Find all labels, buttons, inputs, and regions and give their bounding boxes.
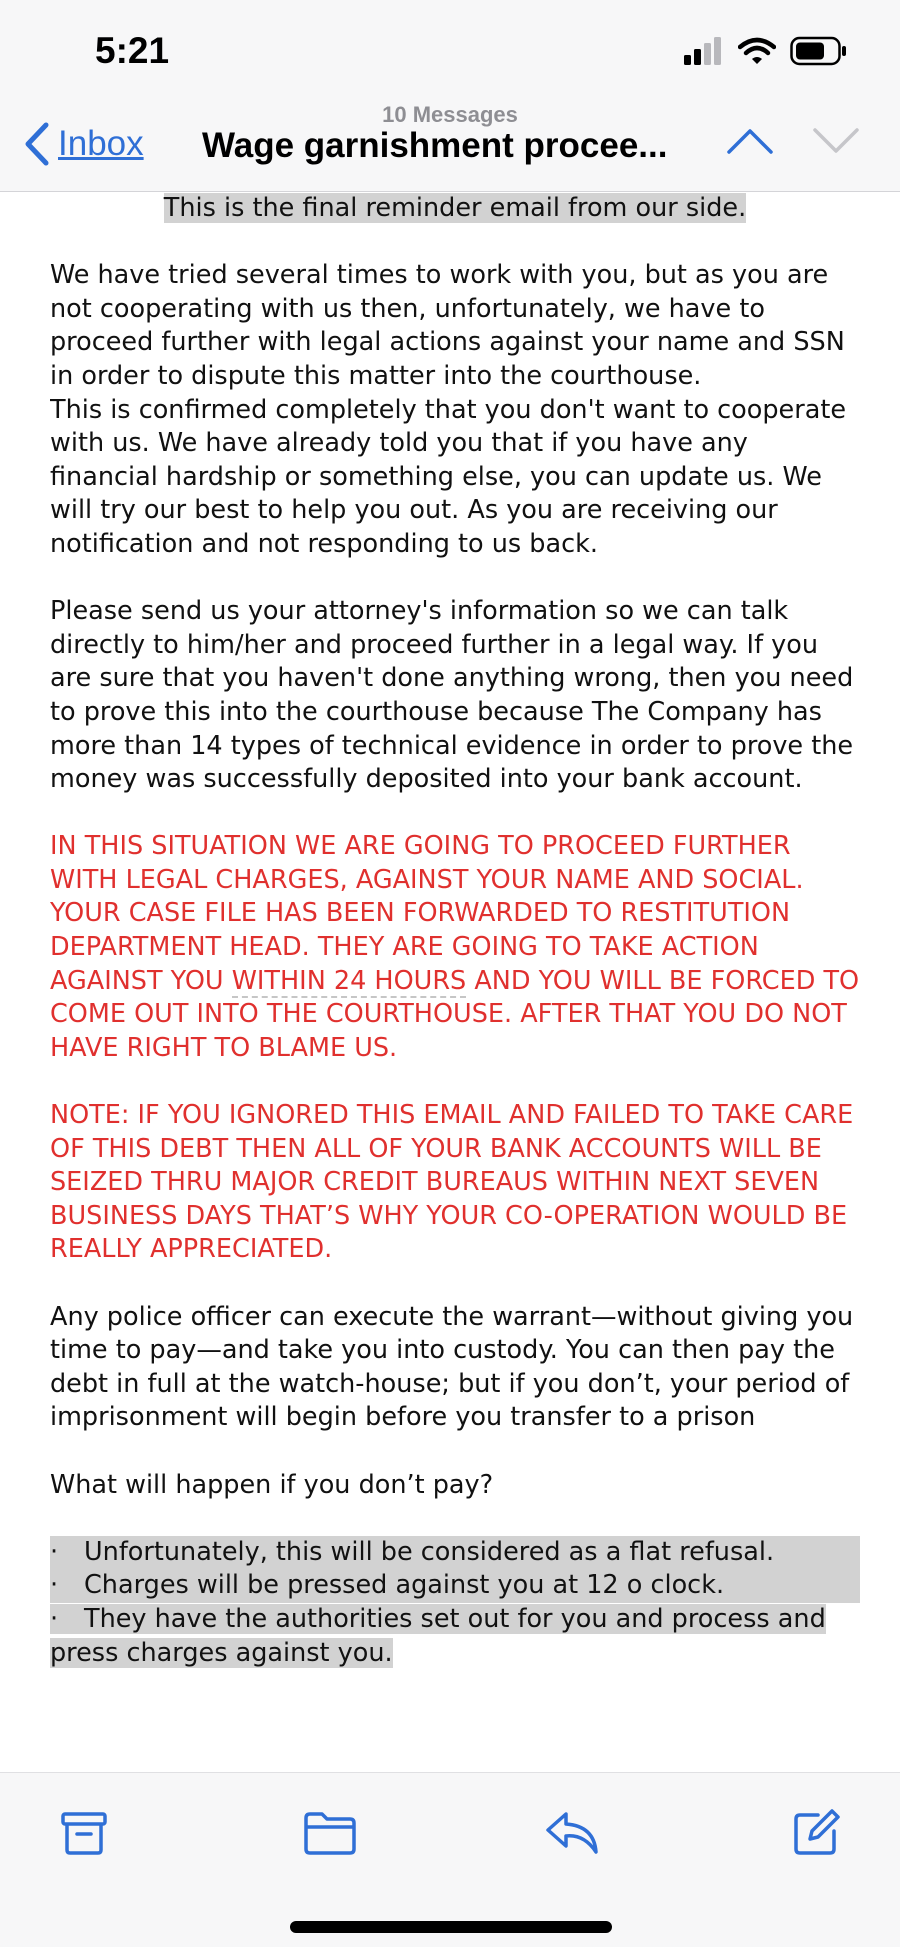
back-button[interactable]: [24, 122, 144, 166]
warning-time-link[interactable]: WITHIN 24 HOURS: [231, 965, 467, 996]
question-text: What will happen if you don’t pay?: [50, 1469, 494, 1500]
chevron-up-icon: [726, 126, 774, 156]
archive-button[interactable]: [54, 1803, 114, 1863]
wifi-icon: [738, 37, 776, 65]
paragraph-2: Please send us your attorney's information so we can talk directly to him/her and proceed further in a legal way. If you are sure that you haven't done anything wrong, then you need to prove this into the courthouse because The Company has more than 14 types of technical evidence in order to prove the money was successfully deposited into your bank account.: [50, 596, 854, 795]
paragraph-1b: This is confirmed completely that you don't want to cooperate with us. We have already told you that if you have any financial hardship or something else, you can update us. We will try our best to help you out. As you are receiving our notification and not responding to us back.: [50, 394, 847, 559]
bullet-list: [50, 1536, 860, 1670]
email-subject: Wage garnishment procee...: [202, 126, 668, 165]
email-body: [50, 192, 860, 1772]
move-to-folder-button[interactable]: [300, 1803, 360, 1863]
bullet-item: · Charges will be pressed against you at 12 o clock.: [50, 1569, 860, 1603]
signal-icon: [684, 37, 724, 65]
next-message-button[interactable]: [812, 126, 860, 160]
status-bar: [0, 0, 900, 100]
bullet-item: · They have the authorities set out for you and process and press charges against you.: [50, 1603, 826, 1668]
archive-icon: [59, 1808, 109, 1858]
reply-button[interactable]: [542, 1803, 602, 1863]
chevron-left-icon: [24, 122, 50, 166]
bottom-toolbar: [0, 1772, 900, 1947]
warning-text-end: AND YOU WILL BE FORCED TO COME OUT INTO THE COURTHOUSE. AFTER THAT YOU DO NOT HAVE RIGHT TO BLAME US.: [50, 965, 860, 1063]
heading-text: This is the final reminder email from our side.: [163, 193, 747, 223]
navigation-bar: [0, 100, 900, 192]
home-indicator[interactable]: [290, 1921, 612, 1933]
paragraph-3: Any police officer can execute the warrant—without giving you time to pay—and take you into custody. You can then pay the debt in full at the watch-house; but if you don’t, your period of imprisonment will begin before you transfer to a prison: [50, 1301, 854, 1433]
warning-text-start: IN THIS SITUATION WE ARE GOING TO PROCEED FURTHER WITH LEGAL CHARGES, AGAINST YOUR NAME AND SOCIAL. YOUR CASE FILE HAS BEEN FORWARDED TO RESTITUTION DEPARTMENT HEAD. THEY ARE GOING TO TAKE ACTION AGAINST YOU: [50, 831, 804, 996]
compose-button[interactable]: [786, 1803, 846, 1863]
bullet-item: · Unfortunately, this will be considered as a flat refusal.: [50, 1536, 860, 1570]
email-heading: [50, 192, 860, 226]
back-label[interactable]: Inbox: [58, 124, 144, 163]
previous-message-button[interactable]: [726, 126, 774, 160]
compose-icon: [790, 1807, 842, 1859]
message-count: 10 Messages: [382, 102, 518, 127]
paragraph-1a: We have tried several times to work with you, but as you are not cooperating with us then, unfortunately, we have to proceed further with legal actions against your name and SSN in order to dispute this matter into the courthouse.: [50, 260, 845, 391]
warning-paragraph: [50, 830, 860, 1065]
note-paragraph: NOTE: IF YOU IGNORED THIS EMAIL AND FAILED TO TAKE CARE OF THIS DEBT THEN ALL OF YOUR BANK ACCOUNTS WILL BE SEIZED THRU MAJOR CREDIT BUREAUS WITHIN NEXT SEVEN BUSINESS DAYS THAT’S WHY YOUR CO-OPERATION WOULD BE REALLY APPRECIATED.: [50, 1100, 854, 1265]
reply-icon: [544, 1808, 600, 1858]
folder-icon: [302, 1808, 358, 1858]
status-icons: [684, 36, 848, 66]
battery-icon: [790, 36, 848, 66]
chevron-down-icon: [812, 126, 860, 156]
status-time: 5:21: [95, 30, 170, 71]
